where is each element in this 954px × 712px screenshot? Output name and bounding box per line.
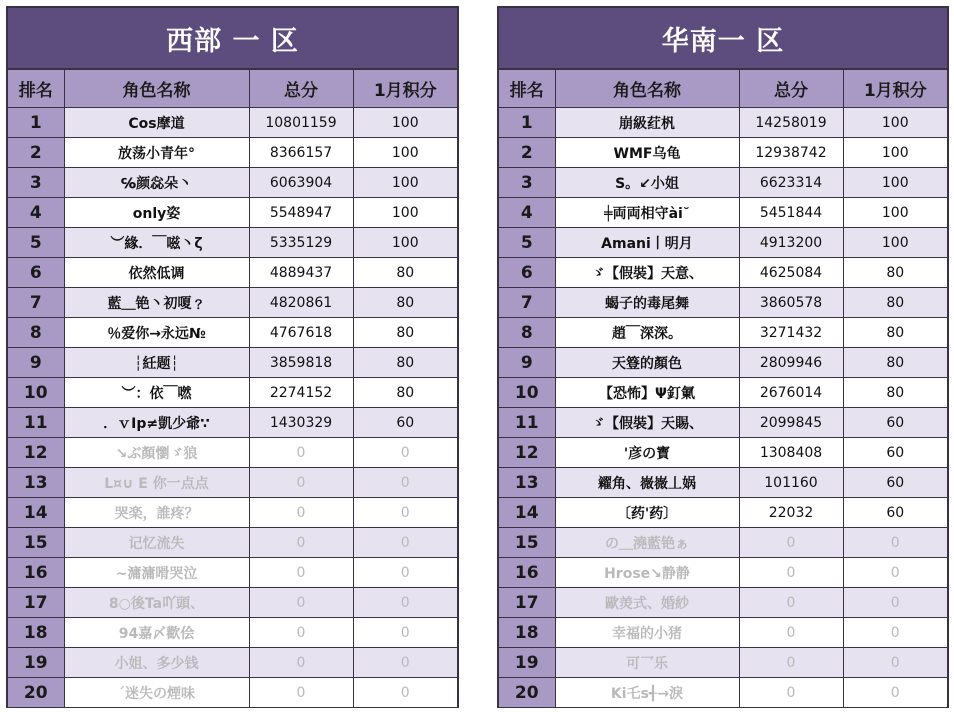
- total-score-cell: 5335129: [249, 228, 353, 258]
- table-row: [499, 378, 947, 408]
- table-row: [499, 318, 947, 348]
- role-name-cell: 哭楽，誰疼？: [64, 498, 249, 528]
- jan-points-cell: 100: [843, 168, 947, 198]
- role-name-cell: L¤∪ E 你一点点: [64, 468, 249, 498]
- rank-cell: 13: [8, 468, 64, 498]
- total-score-cell: 0: [739, 558, 843, 588]
- header-total-score: 总分: [739, 70, 843, 108]
- role-name-cell: Hrose↘静静: [555, 558, 739, 588]
- rank-cell: 8: [8, 318, 64, 348]
- rank-cell: 2: [499, 138, 555, 168]
- rank-cell: 16: [8, 558, 64, 588]
- rank-cell: 18: [8, 618, 64, 648]
- jan-points-cell: 60: [843, 408, 947, 438]
- role-name-cell: Ki乇s╉→淚: [555, 678, 739, 708]
- role-name-cell: Amani丨明月: [555, 228, 739, 258]
- total-score-cell: 0: [739, 648, 843, 678]
- rank-cell: 13: [499, 468, 555, 498]
- table-row: [499, 408, 947, 438]
- table-row: [8, 288, 457, 318]
- role-name-cell: 94嘉〆歡侩: [64, 618, 249, 648]
- total-score-cell: 3859818: [249, 348, 353, 378]
- table-row: [8, 228, 457, 258]
- total-score-cell: 5548947: [249, 198, 353, 228]
- header-rank: 排名: [8, 70, 64, 108]
- total-score-cell: 2809946: [739, 348, 843, 378]
- rank-cell: 5: [499, 228, 555, 258]
- total-score-cell: 3860578: [739, 288, 843, 318]
- rank-cell: 4: [499, 198, 555, 228]
- table-row: [8, 108, 457, 138]
- table-row: [8, 318, 457, 348]
- table-row: [499, 468, 947, 498]
- ranking-table-body: [499, 108, 947, 708]
- jan-points-cell: 100: [353, 108, 457, 138]
- table-row: [499, 108, 947, 138]
- ranking-table: [499, 70, 947, 707]
- total-score-cell: 10801159: [249, 108, 353, 138]
- rank-cell: 3: [8, 168, 64, 198]
- total-score-cell: 0: [249, 618, 353, 648]
- rank-cell: 17: [8, 588, 64, 618]
- rank-cell: 4: [8, 198, 64, 228]
- rank-cell: 18: [499, 618, 555, 648]
- role-name-cell: ゞ【假裝】天意、: [555, 258, 739, 288]
- total-score-cell: 2676014: [739, 378, 843, 408]
- jan-points-cell: 0: [843, 558, 947, 588]
- table-row: [8, 378, 457, 408]
- jan-points-cell: 0: [353, 468, 457, 498]
- total-score-cell: 22032: [739, 498, 843, 528]
- ranking-panel-west-1: [6, 6, 459, 708]
- rank-cell: 8: [499, 318, 555, 348]
- role-name-cell: 可乛乐: [555, 648, 739, 678]
- role-name-cell: '彦の寳: [555, 438, 739, 468]
- rank-cell: 16: [499, 558, 555, 588]
- table-row: [499, 138, 947, 168]
- role-name-cell: 藍＿铯丶初嗄﹖: [64, 288, 249, 318]
- total-score-cell: 0: [739, 678, 843, 708]
- role-name-cell: ︶緣．￣嗞丶ζ: [64, 228, 249, 258]
- role-name-cell: 【恐怖】Ψ釘氭: [555, 378, 739, 408]
- table-row: [8, 258, 457, 288]
- role-name-cell: ~滽滽嗗哭泣: [64, 558, 249, 588]
- rank-cell: 20: [499, 678, 555, 708]
- rank-cell: 1: [499, 108, 555, 138]
- total-score-cell: 2099845: [739, 408, 843, 438]
- table-row: [499, 498, 947, 528]
- total-score-cell: 0: [249, 468, 353, 498]
- role-name-cell: ％爱你→永远№: [64, 318, 249, 348]
- table-row: [499, 348, 947, 378]
- total-score-cell: 0: [739, 588, 843, 618]
- table-row: [499, 648, 947, 678]
- total-score-cell: 14258019: [739, 108, 843, 138]
- role-name-cell: 蝎子的毒尾舞: [555, 288, 739, 318]
- rank-cell: 19: [8, 648, 64, 678]
- jan-points-cell: 60: [843, 468, 947, 498]
- total-score-cell: 8366157: [249, 138, 353, 168]
- total-score-cell: 4820861: [249, 288, 353, 318]
- rank-cell: 6: [8, 258, 64, 288]
- jan-points-cell: 0: [843, 618, 947, 648]
- total-score-cell: 3271432: [739, 318, 843, 348]
- jan-points-cell: 80: [353, 348, 457, 378]
- rank-cell: 14: [499, 498, 555, 528]
- jan-points-cell: 0: [353, 678, 457, 708]
- table-row: [8, 168, 457, 198]
- role-name-cell: Cos摩道: [64, 108, 249, 138]
- jan-points-cell: 0: [353, 618, 457, 648]
- total-score-cell: 0: [249, 648, 353, 678]
- total-score-cell: 0: [249, 498, 353, 528]
- total-score-cell: 5451844: [739, 198, 843, 228]
- total-score-cell: 4913200: [739, 228, 843, 258]
- role-name-cell: の＿澆藍铯ぁ: [555, 528, 739, 558]
- table-row: [499, 588, 947, 618]
- rank-cell: 9: [8, 348, 64, 378]
- table-row: [499, 168, 947, 198]
- total-score-cell: 0: [249, 528, 353, 558]
- header-jan-points: 1月积分: [843, 70, 947, 108]
- jan-points-cell: 80: [843, 348, 947, 378]
- rank-cell: 14: [8, 498, 64, 528]
- jan-points-cell: 100: [353, 168, 457, 198]
- ranking-table: [8, 70, 457, 707]
- jan-points-cell: 80: [843, 378, 947, 408]
- jan-points-cell: 80: [353, 288, 457, 318]
- role-name-cell: 天簦的顏色: [555, 348, 739, 378]
- table-row: [8, 408, 457, 438]
- table-row: [8, 618, 457, 648]
- table-row: [8, 468, 457, 498]
- rank-cell: 12: [8, 438, 64, 468]
- rank-cell: 12: [499, 438, 555, 468]
- table-row: [8, 198, 457, 228]
- role-name-cell: ．ｖIp≠凱少爺∵: [64, 408, 249, 438]
- jan-points-cell: 80: [843, 288, 947, 318]
- role-name-cell: S。↙小姐: [555, 168, 739, 198]
- table-row: [499, 198, 947, 228]
- header-total-score: 总分: [249, 70, 353, 108]
- jan-points-cell: 80: [353, 378, 457, 408]
- jan-points-cell: 0: [843, 528, 947, 558]
- total-score-cell: 1308408: [739, 438, 843, 468]
- rank-cell: 19: [499, 648, 555, 678]
- jan-points-cell: 80: [353, 318, 457, 348]
- total-score-cell: 0: [249, 588, 353, 618]
- role-name-cell: 歐羙式、婚紗: [555, 588, 739, 618]
- total-score-cell: 4767618: [249, 318, 353, 348]
- total-score-cell: 4625084: [739, 258, 843, 288]
- table-header-row: [499, 70, 947, 108]
- role-name-cell: 崩級荭杋: [555, 108, 739, 138]
- header-jan-points: 1月积分: [353, 70, 457, 108]
- jan-points-cell: 80: [843, 318, 947, 348]
- rank-cell: 10: [8, 378, 64, 408]
- table-row: [8, 558, 457, 588]
- rank-cell: 6: [499, 258, 555, 288]
- total-score-cell: 4889437: [249, 258, 353, 288]
- total-score-cell: 1430329: [249, 408, 353, 438]
- jan-points-cell: 0: [843, 588, 947, 618]
- jan-points-cell: 100: [843, 198, 947, 228]
- table-row: [499, 678, 947, 708]
- jan-points-cell: 0: [353, 588, 457, 618]
- rank-cell: 15: [8, 528, 64, 558]
- jan-points-cell: 100: [843, 108, 947, 138]
- total-score-cell: 101160: [739, 468, 843, 498]
- table-row: [8, 528, 457, 558]
- table-row: [8, 648, 457, 678]
- table-row: [8, 138, 457, 168]
- header-rank: 排名: [499, 70, 555, 108]
- role-name-cell: 糴角、嶶嶶丄娲: [555, 468, 739, 498]
- jan-points-cell: 0: [353, 438, 457, 468]
- table-header-row: [8, 70, 457, 108]
- panel-title: 华南一 区: [499, 8, 947, 70]
- table-row: [499, 438, 947, 468]
- header-role-name: 角色名称: [64, 70, 249, 108]
- rank-cell: 1: [8, 108, 64, 138]
- rank-cell: 15: [499, 528, 555, 558]
- jan-points-cell: 0: [843, 648, 947, 678]
- total-score-cell: 0: [249, 558, 353, 588]
- jan-points-cell: 60: [843, 438, 947, 468]
- rank-cell: 11: [8, 408, 64, 438]
- role-name-cell: 依然低调: [64, 258, 249, 288]
- table-row: [8, 438, 457, 468]
- rank-cell: 5: [8, 228, 64, 258]
- role-name-cell: 趙￣深深。: [555, 318, 739, 348]
- jan-points-cell: 80: [353, 258, 457, 288]
- total-score-cell: 0: [249, 438, 353, 468]
- role-name-cell: ╪両両相守ài˘: [555, 198, 739, 228]
- rank-cell: 10: [499, 378, 555, 408]
- table-row: [8, 348, 457, 378]
- total-score-cell: 6063904: [249, 168, 353, 198]
- table-row: [499, 228, 947, 258]
- rank-cell: 17: [499, 588, 555, 618]
- total-score-cell: 0: [739, 528, 843, 558]
- jan-points-cell: 60: [843, 498, 947, 528]
- role-name-cell: ℅颜惢朵丶: [64, 168, 249, 198]
- jan-points-cell: 0: [353, 528, 457, 558]
- jan-points-cell: 100: [353, 228, 457, 258]
- jan-points-cell: 0: [353, 498, 457, 528]
- total-score-cell: 0: [739, 618, 843, 648]
- rank-cell: 20: [8, 678, 64, 708]
- ranking-panel-south-china-1: [497, 6, 949, 708]
- jan-points-cell: 0: [353, 648, 457, 678]
- jan-points-cell: 100: [353, 138, 457, 168]
- header-role-name: 角色名称: [555, 70, 739, 108]
- rank-cell: 2: [8, 138, 64, 168]
- jan-points-cell: 0: [843, 678, 947, 708]
- rank-cell: 3: [499, 168, 555, 198]
- role-name-cell: 放荡小青年°: [64, 138, 249, 168]
- total-score-cell: 6623314: [739, 168, 843, 198]
- role-name-cell: ↘ぶ顏懰ゞ狼: [64, 438, 249, 468]
- role-name-cell: ˊ迷失の煙味: [64, 678, 249, 708]
- total-score-cell: 2274152: [249, 378, 353, 408]
- role-name-cell: 8○後Ta吖頭、: [64, 588, 249, 618]
- role-name-cell: WMF乌龟: [555, 138, 739, 168]
- jan-points-cell: 60: [353, 408, 457, 438]
- table-row: [499, 618, 947, 648]
- table-row: [8, 678, 457, 708]
- table-row: [499, 528, 947, 558]
- rank-cell: 9: [499, 348, 555, 378]
- table-row: [8, 588, 457, 618]
- role-name-cell: 记忆流失: [64, 528, 249, 558]
- table-row: [499, 258, 947, 288]
- jan-points-cell: 100: [353, 198, 457, 228]
- table-row: [8, 498, 457, 528]
- table-row: [499, 558, 947, 588]
- role-name-cell: only姿: [64, 198, 249, 228]
- table-row: [499, 288, 947, 318]
- jan-points-cell: 80: [843, 258, 947, 288]
- role-name-cell: ゞ【假裝】天賜、: [555, 408, 739, 438]
- panel-title: 西部 一 区: [8, 8, 457, 70]
- role-name-cell: 〔药'药〕: [555, 498, 739, 528]
- role-name-cell: ┆紝题┆: [64, 348, 249, 378]
- jan-points-cell: 0: [353, 558, 457, 588]
- ranking-table-body: [8, 108, 457, 708]
- role-name-cell: 幸福的小猪: [555, 618, 739, 648]
- jan-points-cell: 100: [843, 138, 947, 168]
- total-score-cell: 12938742: [739, 138, 843, 168]
- total-score-cell: 0: [249, 678, 353, 708]
- jan-points-cell: 100: [843, 228, 947, 258]
- rank-cell: 7: [499, 288, 555, 318]
- rank-cell: 11: [499, 408, 555, 438]
- role-name-cell: 小姐、多少钱: [64, 648, 249, 678]
- rank-cell: 7: [8, 288, 64, 318]
- role-name-cell: ︶：依￣嘫: [64, 378, 249, 408]
